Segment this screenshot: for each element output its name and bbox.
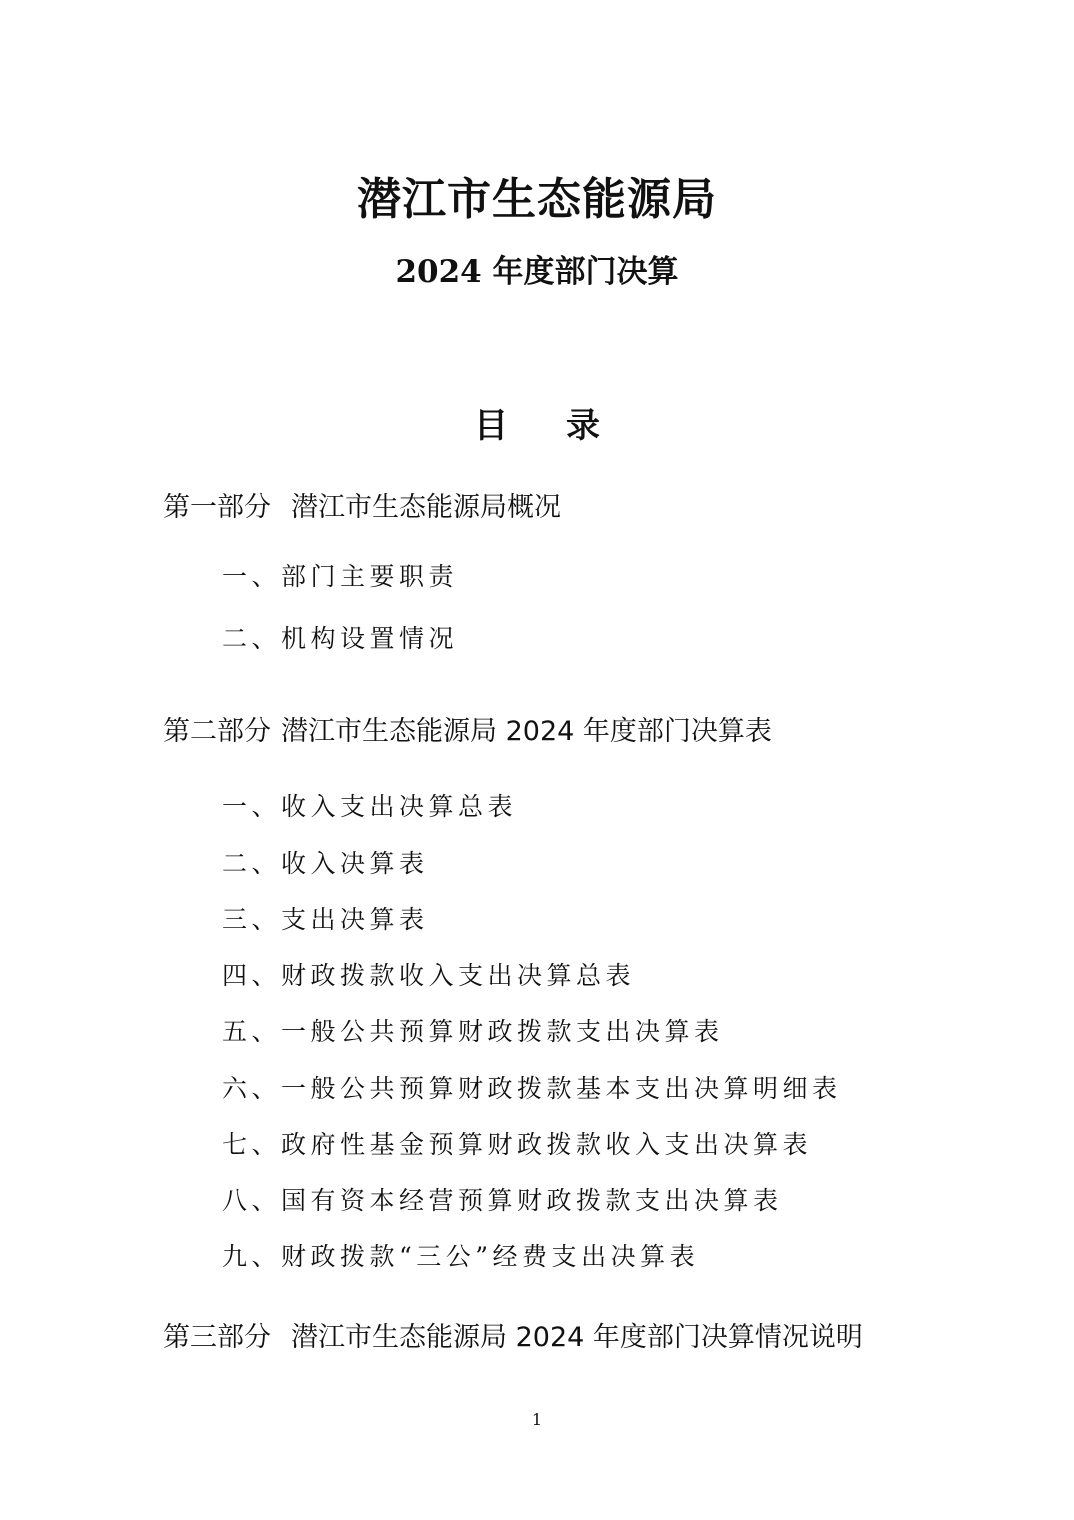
toc-part-3-title: 潜江市生态能源局 2024 年度部门决算情况说明 bbox=[291, 1322, 863, 1353]
toc-part-2-item: 五、一般公共预算财政拨款支出决算表 bbox=[222, 1017, 724, 1046]
toc-part-2-item: 二、收入决算表 bbox=[222, 849, 429, 878]
toc-part-3 bbox=[163, 1318, 863, 1358]
toc-part-1-title: 潜江市生态能源局概况 bbox=[291, 492, 561, 523]
toc-part-1 bbox=[163, 488, 561, 528]
toc-part-2-title: 潜江市生态能源局 2024 年度部门决算表 bbox=[281, 716, 772, 747]
toc-part-2-label: 第二部分 bbox=[163, 716, 271, 747]
toc-part-1-item: 一、部门主要职责 bbox=[222, 562, 459, 591]
toc-part-2-item: 三、支出决算表 bbox=[222, 905, 429, 934]
toc-part-3-label: 第三部分 bbox=[163, 1322, 271, 1353]
toc-heading: 目录 bbox=[474, 406, 658, 446]
document-title: 潜江市生态能源局 bbox=[357, 174, 717, 225]
toc-part-2-item: 七、政府性基金预算财政拨款收入支出决算表 bbox=[222, 1130, 813, 1159]
toc-part-1-item: 二、机构设置情况 bbox=[222, 624, 459, 653]
toc-part-1-label: 第一部分 bbox=[163, 492, 271, 523]
toc-part-2-item: 八、国有资本经营预算财政拨款支出决算表 bbox=[222, 1186, 783, 1215]
toc-part-2-item: 四、财政拨款收入支出决算总表 bbox=[222, 961, 636, 990]
toc-part-2-item: 一、收入支出决算总表 bbox=[222, 792, 518, 821]
page-number: 1 bbox=[531, 1410, 543, 1429]
toc-part-2 bbox=[163, 712, 772, 752]
toc-part-2-item: 九、财政拨款“三公”经费支出决算表 bbox=[222, 1242, 700, 1271]
document-subtitle: 2024 年度部门决算 bbox=[395, 254, 679, 290]
toc-part-2-item: 六、一般公共预算财政拨款基本支出决算明细表 bbox=[222, 1074, 842, 1103]
